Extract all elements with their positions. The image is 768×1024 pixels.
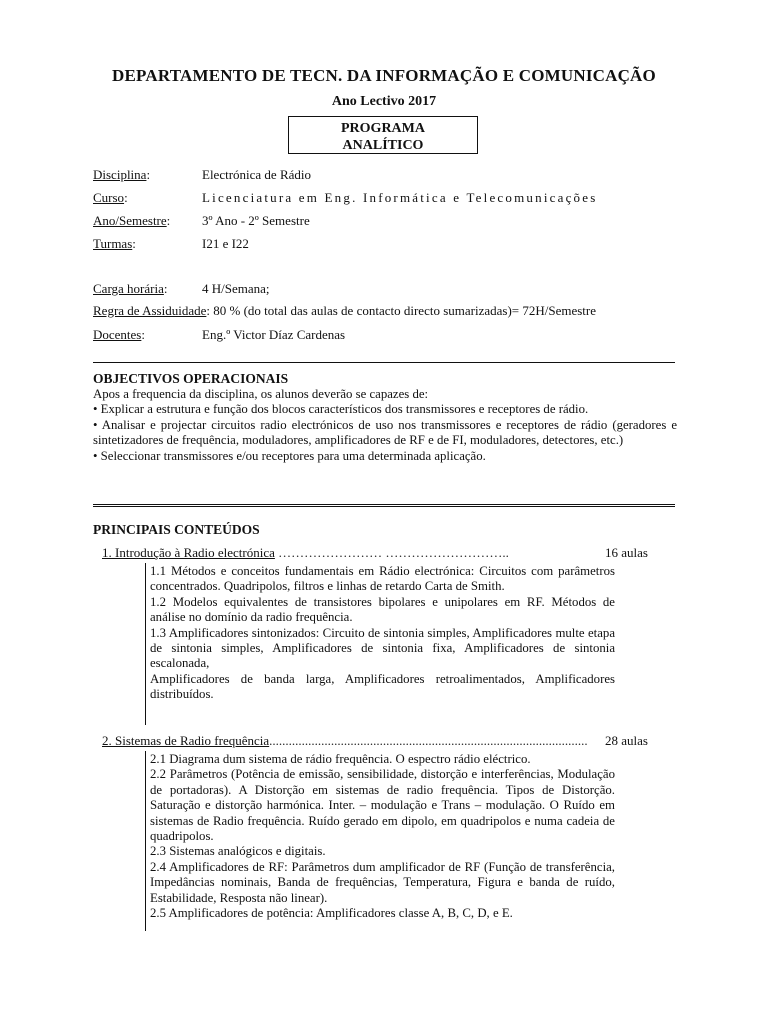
curso-label: Curso — [93, 190, 125, 205]
program-line-2: ANALÍTICO — [342, 138, 424, 153]
unit-2-title: 2. Sistemas de Radio frequência — [102, 733, 270, 748]
program-line-1: PROGRAMA — [341, 121, 425, 136]
regra-label: Regra de Assiduidade — [93, 303, 207, 318]
carga-label: Carga horária — [93, 281, 164, 296]
unit-1-subtopic-1: 1.1 Métodos e conceitos fundamentais em Rádio electrónica: Circuitos com parâmetros concentrados. Quadripolos, filtros e linhas de retardo Carta de Smith. — [150, 564, 615, 594]
department-title: DEPARTAMENTO DE TECN. DA INFORMAÇÃO E COMUNICAÇÃO — [112, 66, 656, 85]
unit-1-title: 1. Introdução à Radio electrónica — [102, 545, 275, 560]
turmas-label: Turmas — [93, 236, 133, 251]
regra-value: 80 % (do total das aulas de contacto directo sumarizadas)= 72H/Semestre — [213, 303, 597, 318]
info-carga: Carga horária: 4 H/Semana; — [93, 281, 270, 296]
objectives-intro: Apos a frequencia da disciplina, os alunos deverão se capazes de: — [93, 387, 429, 401]
unit-2-margin-bar — [145, 751, 146, 931]
info-docentes: Docentes: Eng.º Victor Díaz Cardenas — [93, 327, 346, 342]
turmas-value: I21 e I22 — [202, 236, 249, 251]
objectives-heading: OBJECTIVOS OPERACIONAIS — [93, 371, 289, 386]
unit-1-margin-bar — [145, 563, 146, 725]
academic-year: Ano Lectivo 2017 — [331, 94, 437, 109]
unit-2-subtopic-2: 2.2 Parâmetros (Potência de emissão, sensibilidade, distorção e interferências, Modulação de portadoras). A Distorção em sistemas de radio frequência. Tipos de Distorção. Saturação e distorção harmónica. Inter. – modulação e Trans – modulação. O Ruído em sistemas de Radio frequência. Ruído gerado em dipolo, em quadripolos e numa cadeia de quadripolos. — [150, 767, 615, 844]
unit-2-hours: 28 aulas — [605, 733, 648, 748]
info-ano: Ano/Semestre: 3º Ano - 2º Semestre — [93, 213, 310, 228]
info-curso: Curso: Licenciatura em Eng. Informática e Telecomunicações — [93, 190, 598, 205]
unit-1-subtopic-4: Amplificadores de banda larga, Amplificadores retroalimentados, Amplificadores distribuídos. — [150, 671, 615, 702]
unit-2-subtopic-1: 2.1 Diagrama dum sistema de rádio frequência. O espectro rádio eléctrico. — [150, 752, 531, 766]
unit-2-subtopic-5: 2.5 Amplificadores de potência: Amplificadores classe A, B, C, D, e E. — [150, 906, 513, 921]
unit-1-subtopic-2: 1.2 Modelos equivalentes de transistores bipolares e unipolares em RF. Métodos de análise no domínio da radio frequência. — [150, 594, 615, 625]
unit-2-subtopics — [150, 752, 615, 921]
ano-label: Ano/Semestre — [93, 213, 167, 228]
carga-value: 4 H/Semana; — [202, 281, 270, 296]
curso-value: Licenciatura em Eng. Informática e Telecomunicações — [202, 190, 598, 205]
unit-1-hours: 16 aulas — [605, 545, 648, 560]
divider-2 — [93, 504, 675, 507]
unit-1-subtopic-3: 1.3 Amplificadores sintonizados: Circuito de sintonia simples, Amplificadores multe etapa de sintonia simples, Amplificadores de sintonia fixa, Amplificadores de sintonia escalonada, — [150, 625, 615, 671]
program-box — [288, 116, 478, 154]
ano-value: 3º Ano - 2º Semestre — [202, 213, 310, 228]
unit-1-subtopics — [150, 564, 615, 703]
info-regra: Regra de Assiduidade: 80 % (do total das aulas de contacto directo sumarizadas)= 72H/Semestre — [93, 303, 597, 318]
objective-item-3: • Seleccionar transmissores e/ou receptores para uma determinada aplicação. — [93, 448, 486, 463]
unit-1-title-row — [102, 545, 648, 561]
divider-1 — [93, 362, 675, 363]
contents-heading: PRINCIPAIS CONTEÚDOS — [93, 522, 260, 537]
unit-1-leader-dots: …………………… ……………………….. — [274, 545, 509, 560]
objective-item-2: • Analisar e projectar circuitos radio electrónicos de uso nos transmissores e receptores de rádio (geradores e sintetizadores de frequência, moduladores, amplificadores de RF e de FI, moduladores, detectores, etc.) — [93, 417, 677, 448]
disciplina-label: Disciplina — [93, 167, 147, 182]
info-turmas: Turmas: I21 e I22 — [93, 236, 249, 251]
unit-2-title-row — [102, 733, 648, 749]
disciplina-value: Electrónica de Rádio — [202, 167, 312, 182]
unit-2-subtopic-3: 2.3 Sistemas analógicos e digitais. — [150, 844, 326, 859]
docentes-value: Eng.º Victor Díaz Cardenas — [202, 327, 346, 342]
unit-2-subtopic-4: 2.4 Amplificadores de RF: Parâmetros dum amplificador de RF (Função de transferência, Impedâncias nominais, Banda de frequências, Temperatura, Figura e banda de ruído, Estabilidade, Resposta não linear). — [150, 859, 615, 905]
info-disciplina: Disciplina: Electrónica de Rádio — [93, 167, 312, 182]
unit-2-leader-dots: .................................................................................................. — [269, 733, 588, 748]
objective-item-1: • Explicar a estrutura e função dos blocos característicos dos transmissores e receptores de rádio. — [93, 402, 589, 417]
objectives-text — [93, 387, 677, 464]
docentes-label: Docentes — [93, 327, 142, 342]
